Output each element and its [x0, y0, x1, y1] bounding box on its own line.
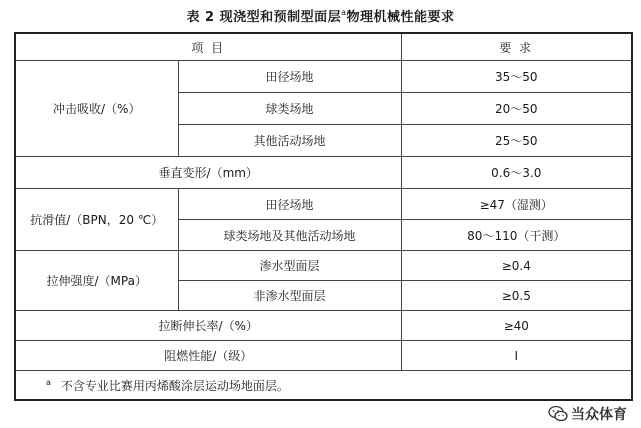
impact-value-1: 35～50 [401, 61, 632, 93]
tensile-value-2: ≥0.5 [401, 281, 632, 311]
table-row [15, 189, 632, 220]
deformation-label: 垂直变形/（mm） [15, 157, 401, 189]
tensile-value-1: ≥0.4 [401, 251, 632, 281]
skid-value-2: 80～110（干测） [401, 220, 632, 251]
impact-sub-2: 球类场地 [178, 93, 401, 125]
flame-label: 阻燃性能/（级） [15, 341, 401, 371]
tensile-sub-1: 渗水型面层 [178, 251, 401, 281]
table-title-suffix: 物理机械性能要求 [346, 10, 455, 25]
deformation-value: 0.6～3.0 [401, 157, 632, 189]
table-row [15, 157, 632, 189]
header-requirement: 要 求 [401, 33, 632, 61]
table-title-footnote-marker: a [341, 7, 347, 17]
impact-label: 冲击吸收/（%） [15, 61, 178, 157]
footnote-marker: a [46, 377, 51, 387]
tensile-label: 拉伸强度/（MPa） [15, 251, 178, 311]
wechat-logo-icon [548, 405, 568, 423]
tensile-sub-2: 非渗水型面层 [178, 281, 401, 311]
table-note-row [15, 371, 632, 401]
footnote-text: 不含专业比赛用丙烯酸涂层运动场地面层。 [60, 378, 289, 393]
elongation-label: 拉断伸长率/（%） [15, 311, 401, 341]
table-row [15, 311, 632, 341]
watermark-text: 当众体育 [571, 407, 627, 423]
table-row [15, 61, 632, 93]
impact-value-3: 25～50 [401, 125, 632, 157]
table-title-prefix: 表 2 现浇型和预制型面层 [186, 10, 342, 25]
elongation-value: ≥40 [401, 311, 632, 341]
table-title [0, 6, 641, 25]
header-item: 项 目 [15, 33, 401, 61]
requirements-table [14, 32, 633, 401]
table-row [15, 341, 632, 371]
skid-sub-2: 球类场地及其他活动场地 [178, 220, 401, 251]
table-header-row [15, 33, 632, 61]
table-footnote [15, 371, 632, 401]
impact-sub-3: 其他活动场地 [178, 125, 401, 157]
table-row [15, 251, 632, 281]
watermark [548, 404, 627, 424]
flame-value: Ⅰ [401, 341, 632, 371]
skid-label: 抗滑值/（BPN，20 ℃） [15, 189, 178, 251]
impact-value-2: 20～50 [401, 93, 632, 125]
skid-value-1: ≥47（湿测） [401, 189, 632, 220]
skid-sub-1: 田径场地 [178, 189, 401, 220]
impact-sub-1: 田径场地 [178, 61, 401, 93]
